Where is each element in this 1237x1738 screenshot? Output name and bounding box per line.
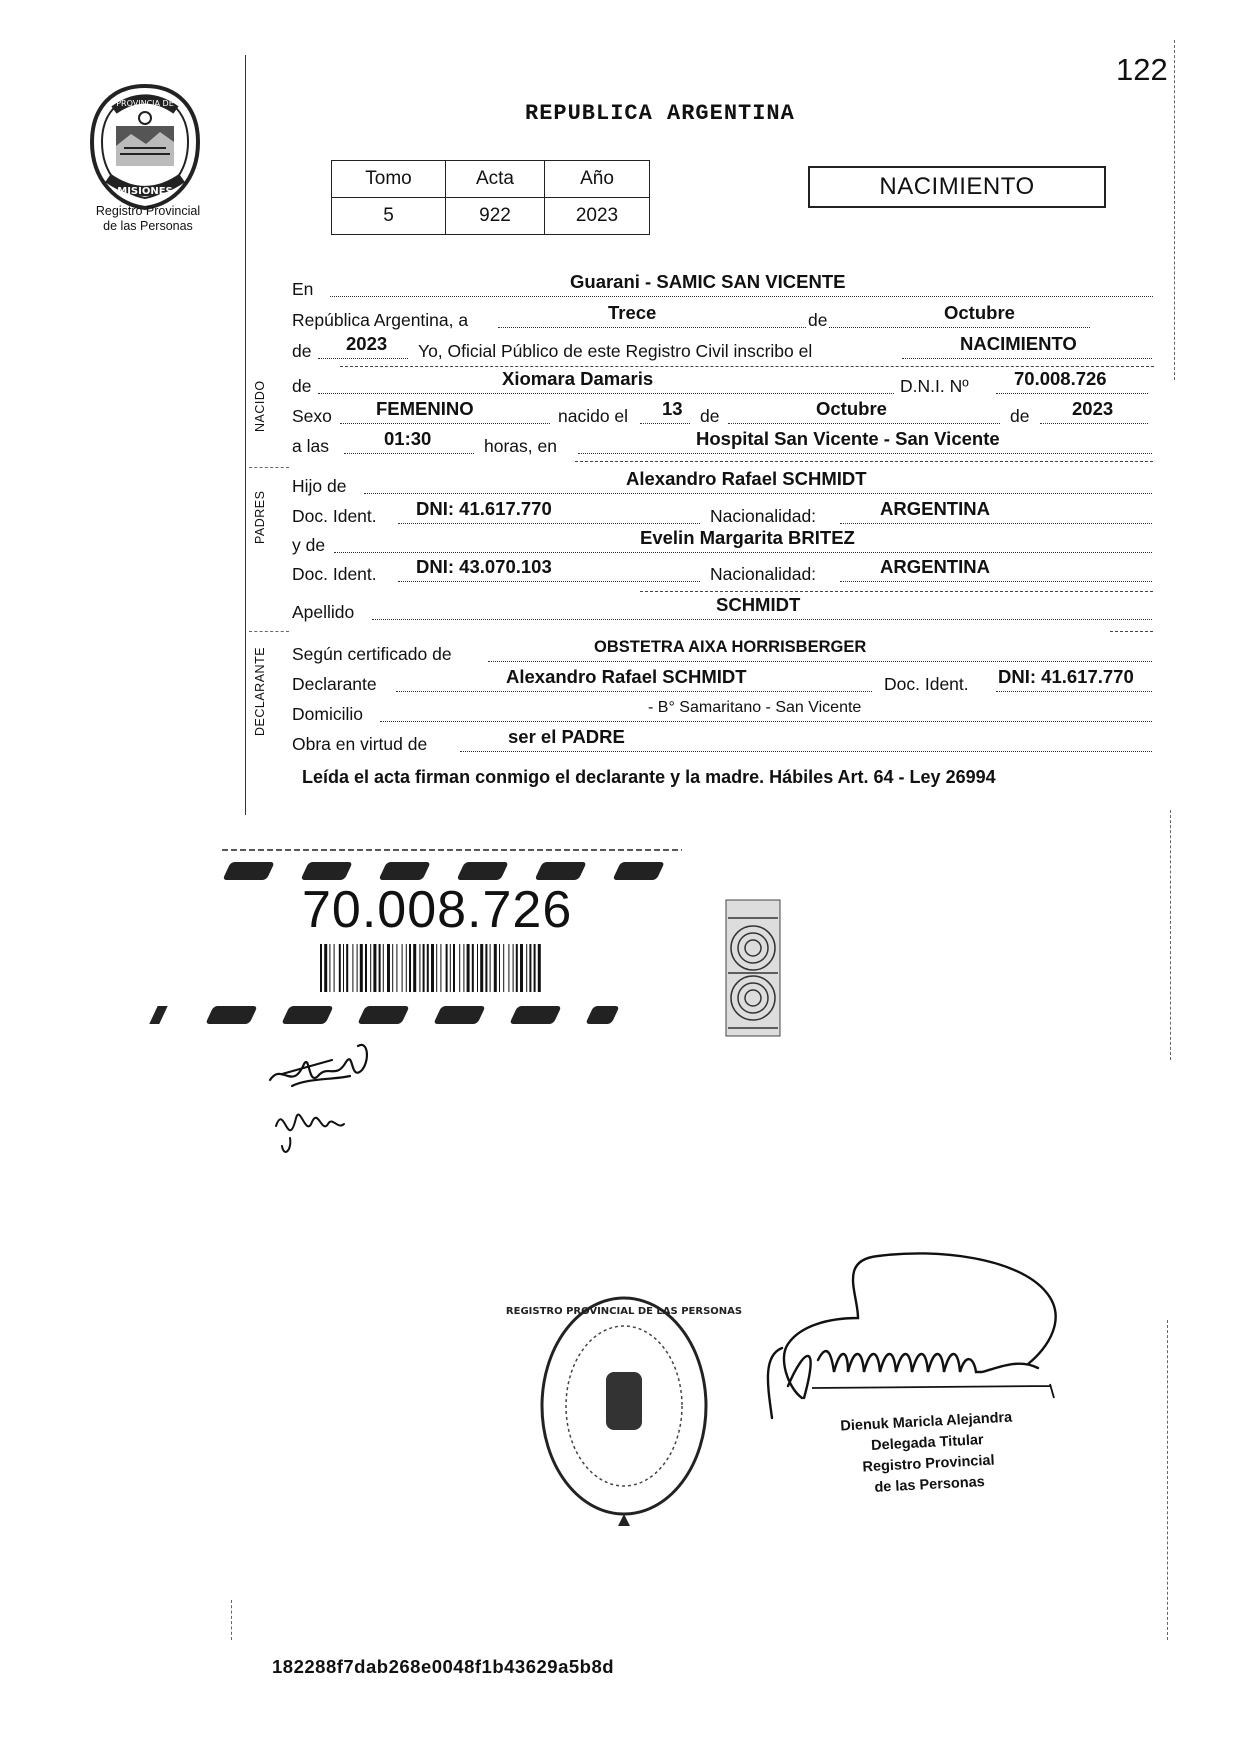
barcode-bar bbox=[490, 944, 491, 992]
barcode-bar bbox=[513, 944, 514, 992]
barcode-bar bbox=[387, 944, 390, 992]
barcode-bar bbox=[529, 944, 531, 992]
label-en: En bbox=[292, 279, 314, 299]
label-de-nombre: de bbox=[292, 376, 312, 396]
value-madre-nacionalidad: ARGENTINA bbox=[880, 556, 990, 577]
barcode-bar bbox=[392, 944, 393, 992]
barcode-bar bbox=[494, 944, 497, 992]
barcode-bar bbox=[370, 944, 371, 992]
value-declarante: Alexandro Rafael SCHMIDT bbox=[506, 666, 747, 687]
barcode-bar bbox=[480, 944, 483, 992]
left-margin-line-bottom bbox=[231, 1600, 232, 1640]
form-row-hijo-de bbox=[292, 468, 1153, 498]
value-padre-nacionalidad: ARGENTINA bbox=[880, 498, 990, 519]
barcode-bar bbox=[357, 944, 358, 992]
stamp-line-office2: de las Personas bbox=[874, 1474, 986, 1496]
form-row-obra bbox=[292, 726, 1153, 756]
barcode-bar bbox=[419, 944, 420, 992]
label-nacido-el: nacido el bbox=[558, 406, 629, 426]
value-dia: Trece bbox=[608, 302, 657, 323]
value-nac-anio: 2023 bbox=[1072, 398, 1114, 419]
value-mes: Octubre bbox=[944, 302, 1015, 323]
barcode-bar bbox=[339, 944, 341, 992]
barcode-bar bbox=[413, 944, 416, 992]
table-header-tomo: Tomo bbox=[332, 161, 446, 198]
form-row-declarante bbox=[292, 666, 1153, 696]
svg-text:REGISTRO PROVINCIAL DE LAS PER: REGISTRO PROVINCIAL DE LAS PERSONAS bbox=[505, 1306, 743, 1317]
value-anio: 2023 bbox=[346, 333, 388, 354]
value-obra: ser el PADRE bbox=[508, 726, 625, 747]
label-de-anio: de bbox=[292, 341, 312, 361]
barcode-bar bbox=[463, 944, 464, 992]
barcode-bar bbox=[365, 944, 367, 992]
label-sexo: Sexo bbox=[292, 406, 332, 426]
value-madre: Evelin Margarita BRITEZ bbox=[640, 527, 855, 548]
value-dni: 70.008.726 bbox=[1014, 368, 1107, 389]
form-row-fecha bbox=[292, 302, 1153, 332]
value-certificado: OBSTETRA AIXA HORRISBERGER bbox=[594, 638, 867, 656]
barcode-bar bbox=[402, 944, 403, 992]
label-a-las: a las bbox=[292, 436, 329, 456]
label-republica: República Argentina, a bbox=[292, 310, 469, 330]
barcode-bar bbox=[343, 944, 344, 992]
barcode-bar bbox=[526, 944, 527, 992]
value-lugar-registro: Guarani - SAMIC SAN VICENTE bbox=[570, 271, 846, 292]
barcode-bar bbox=[446, 944, 448, 992]
label-obra: Obra en virtud de bbox=[292, 734, 428, 754]
barcode-bar bbox=[534, 944, 536, 992]
barcode-bar bbox=[450, 944, 451, 992]
barcode-bar bbox=[423, 944, 425, 992]
label-declarante: Declarante bbox=[292, 674, 377, 694]
value-lugar-nacimiento: Hospital San Vicente - San Vicente bbox=[696, 428, 1000, 449]
value-domicilio: - B° Samaritano - San Vicente bbox=[648, 699, 862, 716]
left-margin-line bbox=[245, 55, 246, 815]
label-horas-en: horas, en bbox=[484, 436, 557, 456]
barcode-bar bbox=[436, 944, 437, 992]
label-doc-ident-declarante: Doc. Ident. bbox=[884, 674, 969, 694]
barcode-bar bbox=[459, 944, 460, 992]
barcode-bar bbox=[334, 944, 335, 992]
barcode-bar bbox=[324, 944, 327, 992]
value-madre-doc: DNI: 43.070.103 bbox=[416, 556, 552, 577]
record-reference-table bbox=[331, 160, 650, 235]
table-value-tomo: 5 bbox=[332, 198, 446, 235]
barcode-bar bbox=[516, 944, 518, 992]
label-doc-ident-padre: Doc. Ident. bbox=[292, 506, 377, 526]
form-row-domicilio bbox=[292, 700, 1153, 726]
label-certificado: Según certificado de bbox=[292, 644, 452, 664]
side-label-padres: PADRES bbox=[253, 490, 267, 544]
right-margin-line-top bbox=[1174, 40, 1175, 380]
value-nac-dia: 13 bbox=[662, 398, 683, 419]
right-margin-line-mid bbox=[1170, 810, 1171, 1060]
form-row-certificado bbox=[292, 640, 1153, 666]
barcode-bar bbox=[431, 944, 434, 992]
label-doc-ident-madre: Doc. Ident. bbox=[292, 564, 377, 584]
barcode-bar bbox=[409, 944, 411, 992]
page-number: 122 bbox=[1116, 52, 1168, 87]
barcode-bar bbox=[352, 944, 353, 992]
sticker-number: 70.008.726 bbox=[302, 881, 573, 939]
table-header-anio: Año bbox=[545, 161, 650, 198]
barcode-bar bbox=[508, 944, 509, 992]
form-row-nombre bbox=[292, 368, 1153, 398]
barcode-bar bbox=[346, 944, 348, 992]
side-label-declarante: DECLARANTE bbox=[253, 646, 267, 736]
barcode-bar bbox=[373, 944, 376, 992]
stamp-line-name: Dienuk Maricla Alejandra bbox=[840, 1409, 1013, 1435]
right-margin-line-bottom bbox=[1167, 1320, 1168, 1640]
label-nacionalidad-madre: Nacionalidad: bbox=[710, 564, 817, 584]
barcode-bar bbox=[379, 944, 381, 992]
form-row-madre-doc bbox=[292, 556, 1153, 586]
label-inscribo: Yo, Oficial Público de este Registro Civil inscribo el bbox=[418, 341, 813, 361]
value-nombre: Xiomara Damaris bbox=[502, 368, 654, 389]
declarant-signature bbox=[262, 1034, 382, 1164]
barcode-bar bbox=[320, 944, 322, 992]
label-de-nac-anio: de bbox=[1010, 406, 1030, 426]
label-nacionalidad-padre: Nacionalidad: bbox=[710, 506, 817, 526]
stamp-line-office: Registro Provincial bbox=[862, 1452, 995, 1476]
barcode-bar bbox=[503, 944, 504, 992]
table-header-acta: Acta bbox=[446, 161, 545, 198]
value-hora: 01:30 bbox=[384, 428, 432, 449]
barcode-bar bbox=[383, 944, 384, 992]
barcode-bar bbox=[396, 944, 397, 992]
form-row-hora bbox=[292, 428, 1153, 458]
form-row-en bbox=[292, 271, 1153, 301]
form-row-padre-doc bbox=[292, 498, 1153, 528]
label-dni: D.N.I. Nº bbox=[900, 376, 969, 396]
value-declarante-doc: DNI: 41.617.770 bbox=[998, 666, 1134, 687]
form-row-apellido bbox=[292, 594, 1153, 624]
barcode-bar bbox=[427, 944, 429, 992]
table-value-anio: 2023 bbox=[545, 198, 650, 235]
value-apellido: SCHMIDT bbox=[716, 594, 801, 615]
barcode-bar bbox=[499, 944, 500, 992]
round-official-seal bbox=[505, 1290, 743, 1522]
value-tipo-acta: NACIMIENTO bbox=[960, 333, 1077, 354]
table-value-acta: 922 bbox=[446, 198, 545, 235]
side-divider-2 bbox=[249, 631, 289, 632]
barcode-bar bbox=[520, 944, 523, 992]
closing-text: Leída el acta firman conmigo el declarante y la madre. Hábiles Art. 64 - Ley 26994 bbox=[302, 767, 996, 787]
form-row-y-de bbox=[292, 527, 1153, 557]
official-stamp bbox=[804, 1406, 1052, 1503]
barcode-bar bbox=[485, 944, 487, 992]
label-y-de: y de bbox=[292, 535, 326, 555]
value-nac-mes: Octubre bbox=[816, 398, 887, 419]
value-padre-doc: DNI: 41.617.770 bbox=[416, 498, 552, 519]
barcode-bar bbox=[329, 944, 330, 992]
form-row-sexo bbox=[292, 398, 1153, 428]
barcode-bar bbox=[360, 944, 363, 992]
logo-caption-line1: Registro Provincial bbox=[95, 204, 201, 218]
label-hijo-de: Hijo de bbox=[292, 476, 347, 496]
stamp-line-role: Delegada Titular bbox=[870, 1432, 985, 1454]
hologram-security-patch bbox=[724, 898, 782, 1038]
label-apellido: Apellido bbox=[292, 602, 355, 622]
barcode-bar bbox=[472, 944, 474, 992]
svg-text:MISIONES: MISIONES bbox=[117, 186, 173, 197]
misiones-coat-of-arms-logo bbox=[86, 82, 204, 212]
barcode-bar bbox=[477, 944, 478, 992]
label-domicilio: Domicilio bbox=[292, 704, 363, 724]
label-de: de bbox=[808, 310, 828, 330]
value-sexo: FEMENINO bbox=[376, 398, 474, 419]
dash-underline bbox=[575, 461, 1153, 462]
dash-underline bbox=[1110, 631, 1153, 632]
svg-text:PROVINCIA DE: PROVINCIA DE bbox=[116, 99, 174, 108]
document-title: REPUBLICA ARGENTINA bbox=[525, 101, 795, 126]
value-padre: Alexandro Rafael SCHMIDT bbox=[626, 468, 867, 489]
barcode-bar bbox=[440, 944, 441, 992]
dash-underline bbox=[340, 366, 1154, 367]
form-row-inscribo bbox=[292, 333, 1153, 363]
barcode-bar bbox=[406, 944, 407, 992]
side-label-nacido: NACIDO bbox=[253, 380, 267, 432]
barcode-bar bbox=[453, 944, 455, 992]
logo-caption-line2: de las Personas bbox=[103, 219, 193, 233]
side-divider-1 bbox=[249, 467, 289, 468]
barcode-bar bbox=[538, 944, 541, 992]
document-hash: 182288f7dab268e0048f1b43629a5b8d bbox=[272, 1656, 615, 1677]
barcode-bar bbox=[467, 944, 470, 992]
record-type-box: NACIMIENTO bbox=[808, 166, 1106, 208]
dash-underline bbox=[640, 591, 1153, 592]
label-de-nac-mes: de bbox=[700, 406, 720, 426]
